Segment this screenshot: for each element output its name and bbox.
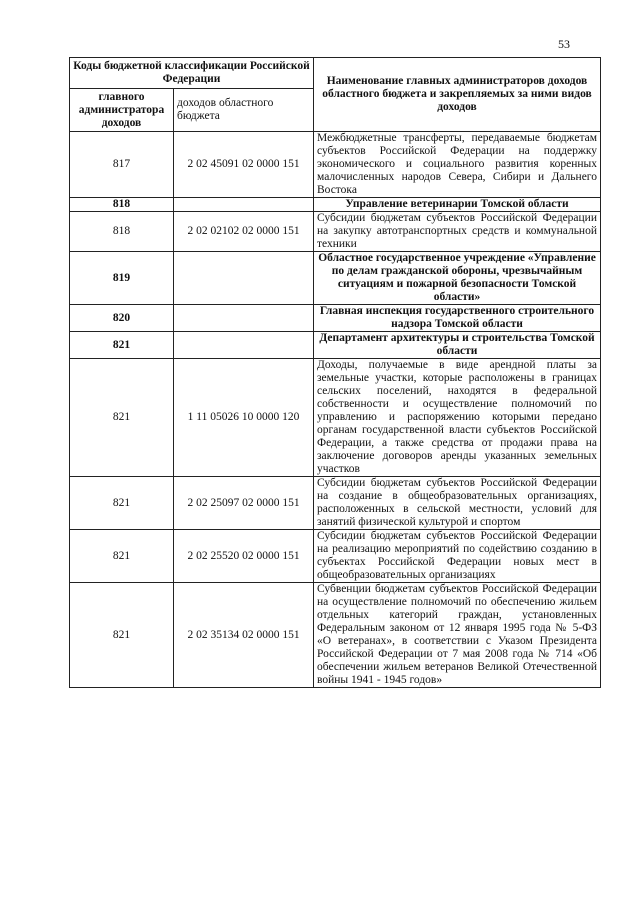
admin-code-cell: 821 [70,359,174,477]
admin-code-cell: 819 [70,252,174,305]
income-name-cell: Субсидии бюджетам субъектов Российской Федерации на создание в общеобразовательных организациях, расположенных в сельской местности, условий для занятий физической культурой и спортом [314,477,601,530]
header-codes-group: Коды бюджетной классификации Российской Федерации [70,58,314,89]
admin-code-cell: 821 [70,477,174,530]
table-row [70,583,601,688]
admin-code-cell: 818 [70,198,174,212]
income-code-cell: 2 02 02102 02 0000 151 [174,212,314,252]
income-name-cell: Субсидии бюджетам субъектов Российской Федерации на реализацию мероприятий по содействию созданию в субъектах Российской Федерации новых мест в общеобразовательных организациях [314,530,601,583]
table-row [70,198,601,212]
income-code-cell: 2 02 25097 02 0000 151 [174,477,314,530]
header-row-top [70,58,601,89]
income-code-cell: 2 02 25520 02 0000 151 [174,530,314,583]
income-name-cell: Межбюджетные трансферты, передаваемые бюджетам субъектов Российской Федерации на поддержку экономического и социального развития коренных малочисленных народов Севера, Сибири и Дальнего Востока [314,132,601,198]
header-name-column: Наименование главных администраторов доходов областного бюджета и закрепляемых за ними видов доходов [314,58,601,132]
admin-code-cell: 817 [70,132,174,198]
table-row [70,252,601,305]
income-code-cell [174,252,314,305]
income-code-cell: 2 02 35134 02 0000 151 [174,583,314,688]
income-name-cell: Субсидии бюджетам субъектов Российской Федерации на закупку автотранспортных средств и коммунальной техники [314,212,601,252]
table-row [70,477,601,530]
income-code-cell [174,332,314,359]
budget-classification-table [69,57,601,688]
table-row [70,305,601,332]
table-row [70,332,601,359]
table-row [70,212,601,252]
table-row [70,132,601,198]
income-name-cell: Департамент архитектуры и строительства Томской области [314,332,601,359]
income-code-cell: 2 02 45091 02 0000 151 [174,132,314,198]
income-name-cell: Управление ветеринарии Томской области [314,198,601,212]
table-row [70,530,601,583]
income-code-cell [174,305,314,332]
admin-code-cell: 820 [70,305,174,332]
admin-code-cell: 821 [70,583,174,688]
page-number: 53 [558,37,570,51]
income-name-cell: Главная инспекция государственного строительного надзора Томской области [314,305,601,332]
income-name-cell: Областное государственное учреждение «Управление по делам гражданской обороны, чрезвычайным ситуациям и пожарной безопасности Томской области» [314,252,601,305]
admin-code-cell: 821 [70,332,174,359]
header-income-column: доходов областного бюджета [174,89,314,132]
table-row [70,359,601,477]
income-name-cell: Субвенции бюджетам субъектов Российской Федерации на осуществление полномочий по обеспечению жильем отдельных категорий граждан, установленных Федеральным законом от 12 января 1995 года № 5-ФЗ «О ветеранах», в соответствии с Указом Президента Российской Федерации от 7 мая 2008 года № 714 «Об обеспечении жильем ветеранов Великой Отечественной войны 1941 - 1945 годов» [314,583,601,688]
header-admin-column: главного администратора доходов [70,89,174,132]
income-name-cell: Доходы, получаемые в виде арендной платы за земельные участки, которые расположены в границах сельских поселений, находятся в федеральной собственности и осуществление полномочий по управлению и распоряжению которыми передано органам государственной власти субъектов Российской Федерации, а также средства от продажи права на заключение договоров аренды указанных земельных участков [314,359,601,477]
income-code-cell [174,198,314,212]
income-code-cell: 1 11 05026 10 0000 120 [174,359,314,477]
admin-code-cell: 818 [70,212,174,252]
admin-code-cell: 821 [70,530,174,583]
